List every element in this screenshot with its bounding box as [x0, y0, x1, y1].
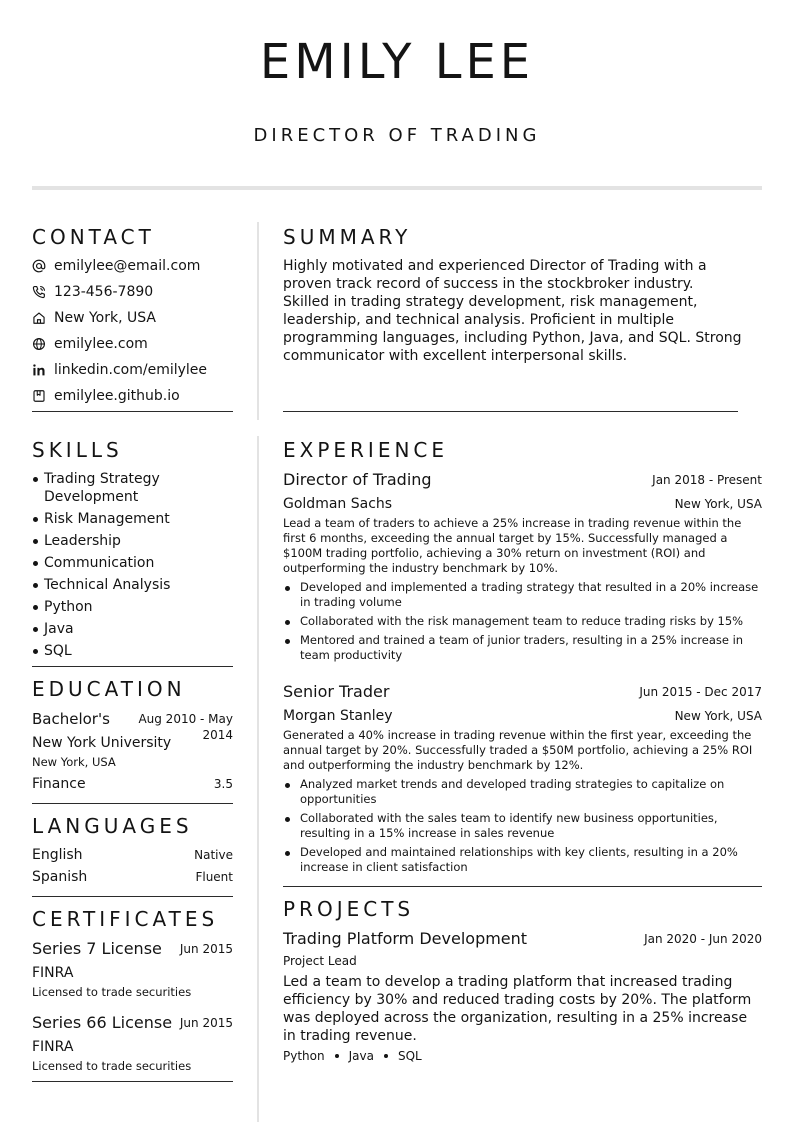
contact-location-text: New York, USA — [54, 310, 156, 326]
job-description: Generated a 40% increase in trading revenue within the first year, exceeding the annual target by 20%. Successfully traded a $50M portfolio, achieving a 25% ROI and outperforming the industry benchmark by 12%. — [283, 728, 753, 772]
skills-heading: SKILLS — [32, 438, 123, 462]
experience-heading: EXPERIENCE — [283, 438, 449, 462]
list-item: Trading Strategy Development — [32, 470, 237, 506]
certificate-description: Licensed to trade securities — [32, 1059, 192, 1073]
contact-location — [32, 309, 156, 327]
list-item: Analyzed market trends and developed trading strategies to capitalize on opportunities — [283, 777, 763, 807]
contact-github-text: emilylee.github.io — [54, 388, 180, 404]
list-item: Python — [32, 598, 237, 616]
language-level: Native — [194, 848, 233, 862]
list-item: Java — [32, 620, 237, 638]
job-dates: Jan 2018 - Present — [652, 473, 762, 487]
education-degree: Bachelor's — [32, 710, 110, 728]
certificates-heading: CERTIFICATES — [32, 907, 219, 931]
bookmark-icon — [32, 389, 46, 403]
contact-heading: CONTACT — [32, 225, 155, 249]
projects-heading: PROJECTS — [283, 897, 415, 921]
job-location: New York, USA — [674, 497, 762, 511]
list-item: Mentored and trained a team of junior traders, resulting in a 25% increase in team productivity — [283, 633, 763, 663]
candidate-name: EMILY LEE — [259, 34, 535, 90]
job-dates: Jun 2015 - Dec 2017 — [639, 685, 762, 699]
list-item: Risk Management — [32, 510, 237, 528]
education-field: Finance — [32, 776, 86, 792]
certificate-date: Jun 2015 — [179, 1016, 233, 1030]
certificate-name: Series 66 License — [32, 1013, 173, 1032]
certificate-date: Jun 2015 — [179, 942, 233, 956]
certificates-divider — [32, 1081, 233, 1082]
tag: Java — [348, 1049, 374, 1063]
globe-icon — [32, 337, 46, 351]
project-dates: Jan 2020 - Jun 2020 — [644, 932, 762, 946]
certificate-issuer: FINRA — [32, 1039, 74, 1055]
contact-phone[interactable] — [32, 283, 153, 301]
education-gpa: 3.5 — [213, 777, 233, 791]
education-heading: EDUCATION — [32, 677, 186, 701]
language-level: Fluent — [195, 870, 233, 884]
contact-website[interactable] — [32, 335, 148, 353]
list-item: Leadership — [32, 532, 237, 550]
job-title: DIRECTOR OF TRADING — [253, 125, 541, 146]
column-divider-bottom — [257, 436, 259, 1122]
list-item: Technical Analysis — [32, 576, 237, 594]
job-location: New York, USA — [674, 709, 762, 723]
contact-github[interactable] — [32, 387, 180, 405]
job-company: Goldman Sachs — [283, 496, 393, 512]
project-name: Trading Platform Development — [283, 929, 528, 948]
list-item: Collaborated with the risk management team to reduce trading risks by 15% — [283, 614, 763, 629]
job-achievements — [283, 580, 763, 667]
education-dates: Aug 2010 - May 2014 — [138, 712, 233, 742]
tag-separator — [335, 1054, 339, 1058]
job-achievements — [283, 777, 763, 879]
list-item: SQL — [32, 642, 237, 660]
tag-separator — [384, 1054, 388, 1058]
contact-divider — [32, 411, 233, 412]
job-role: Senior Trader — [283, 682, 390, 701]
summary-divider — [283, 411, 738, 412]
experience-divider — [283, 886, 762, 887]
tag: Python — [283, 1049, 325, 1063]
contact-linkedin[interactable] — [32, 361, 207, 379]
list-item: Developed and implemented a trading strategy that resulted in a 20% increase in trading volume — [283, 580, 763, 610]
certificate-description: Licensed to trade securities — [32, 985, 192, 999]
certificate-name: Series 7 License — [32, 939, 162, 958]
skills-divider — [32, 666, 233, 667]
education-school: New York University — [32, 735, 172, 751]
tag: SQL — [397, 1049, 422, 1063]
header-divider — [32, 186, 762, 190]
contact-website-text: emilylee.com — [54, 336, 148, 352]
languages-heading: LANGUAGES — [32, 814, 193, 838]
education-location: New York, USA — [32, 755, 116, 769]
home-icon — [32, 311, 46, 325]
linkedin-icon — [32, 363, 46, 377]
education-divider — [32, 803, 233, 804]
contact-linkedin-text: linkedin.com/emilylee — [54, 362, 208, 378]
certificate-issuer: FINRA — [32, 965, 74, 981]
summary-text: Highly motivated and experienced Director of Trading with a proven track record of success in the stockbroker industry. Skilled in trading strategy development, risk management, leadership, and technical analysis. Proficient in multiple programming languages, including Python, Java, and SQL. Strong communicator with excellent interpersonal skills. — [283, 258, 742, 364]
at-icon — [32, 259, 46, 273]
list-item: Collaborated with the sales team to identify new business opportunities, resulting in a 15% increase in sales revenue — [283, 811, 763, 841]
project-tags — [283, 1048, 422, 1064]
summary-heading: SUMMARY — [283, 225, 412, 249]
job-role: Director of Trading — [283, 470, 432, 489]
languages-divider — [32, 896, 233, 897]
list-item: Communication — [32, 554, 237, 572]
project-role: Project Lead — [283, 954, 357, 968]
contact-phone-text: 123-456-7890 — [54, 284, 154, 300]
contact-email-text: emilylee@email.com — [54, 258, 201, 274]
project-description: Led a team to develop a trading platform that increased trading efficiency by 30% and reduced trading costs by 20%. The platform was deployed across the organization, resulting in a 25% increase in trading revenue. — [283, 974, 752, 1044]
skills-list — [32, 470, 237, 664]
job-company: Morgan Stanley — [283, 708, 393, 724]
phone-icon — [32, 285, 46, 299]
column-divider-top — [257, 222, 259, 420]
list-item: Developed and maintained relationships with key clients, resulting in a 20% increase in client satisfaction — [283, 845, 763, 875]
language-name: English — [32, 847, 83, 863]
job-description: Lead a team of traders to achieve a 25% increase in trading revenue within the first 6 months, exceeding the annual target by 15%. Successfully managed a $100M trading portfolio, achieving a 30% return on investment (ROI) and outperforming the industry benchmark by 10%. — [283, 516, 742, 575]
contact-email[interactable] — [32, 257, 200, 275]
language-name: Spanish — [32, 869, 88, 885]
